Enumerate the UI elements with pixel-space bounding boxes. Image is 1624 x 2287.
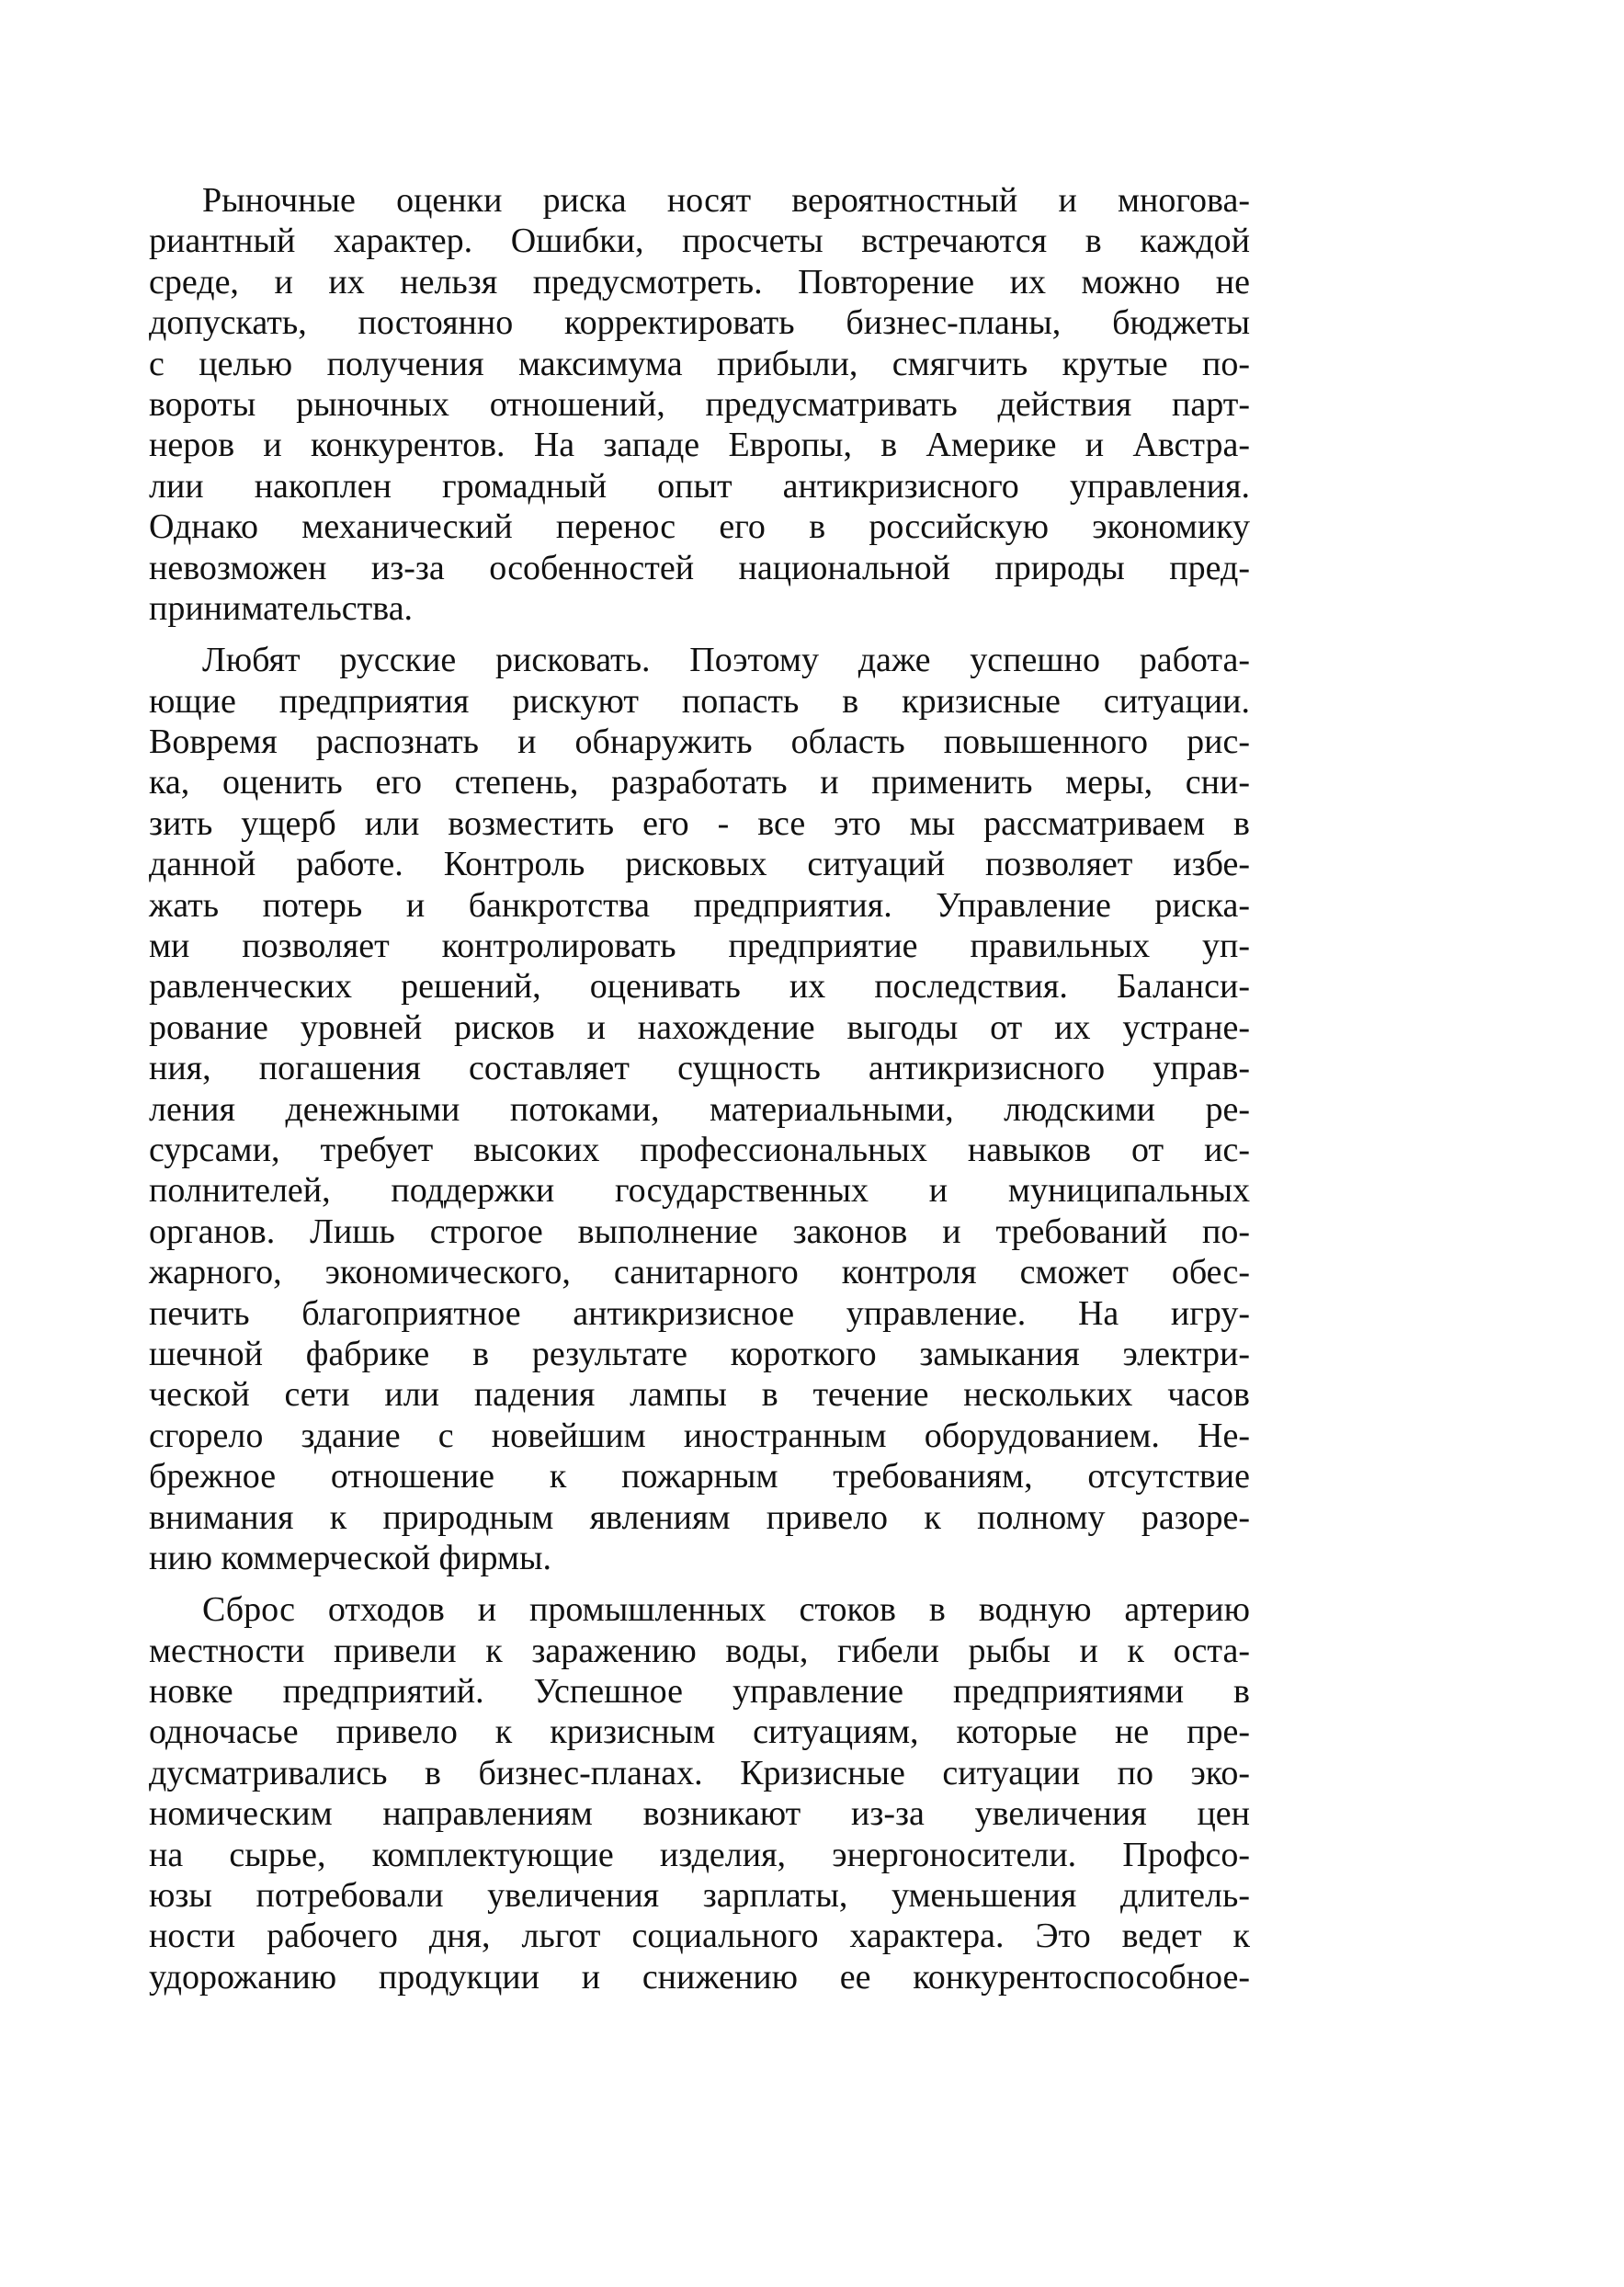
text-line: допускать, постоянно корректировать бизнес-планы, бюджеты [149, 303, 1250, 343]
text-line: лии накоплен громадный опыт антикризисного управления. [149, 466, 1250, 506]
paragraph [149, 180, 1250, 629]
text-line: равленческих решений, оценивать их последствия. Баланси- [149, 967, 1250, 1007]
paragraph [149, 640, 1250, 1578]
text-line: Сброс отходов и промышленных стоков в водную артерию [202, 1590, 1250, 1630]
text-line: органов. Лишь строгое выполнение законов и требований по- [149, 1212, 1250, 1251]
paragraph-gap [149, 629, 1250, 640]
text-line: ка, оценить его степень, разработать и применить меры, сни- [149, 763, 1250, 802]
text-line: ния, погашения составляет сущность антикризисного управ- [149, 1049, 1250, 1088]
text-line: Однако механический перенос его в российскую экономику [149, 507, 1250, 547]
text-line: полнителей, поддержки государственных и муниципальных [149, 1171, 1250, 1211]
text-line: ческой сети или падения лампы в течение нескольких часов [149, 1375, 1250, 1415]
text-line: жать потерь и банкротства предприятия. Управление риска- [149, 885, 1250, 925]
paragraph [149, 1589, 1250, 1997]
text-line: на сырье, комплектующие изделия, энергоносители. Профсо- [149, 1835, 1250, 1874]
text-line: ности рабочего дня, льгот социального характера. Это ведет к [149, 1917, 1250, 1956]
text-line: рование уровней рисков и нахождение выгоды от их устране- [149, 1007, 1250, 1047]
text-line: Вовремя распознать и обнаружить область повышенного рис- [149, 723, 1250, 762]
text-line: принимательства. [149, 588, 414, 628]
text-line: нию коммерческой фирмы. [149, 1538, 552, 1577]
text-line: брежное отношение к пожарным требованиям, отсутствие [149, 1457, 1250, 1496]
text-line: жарного, экономического, санитарного контроля сможет обес- [149, 1253, 1250, 1292]
text-line: номическим направлениям возникают из-за увеличения цен [149, 1794, 1250, 1834]
text-line: удорожанию продукции и снижению ее конкурентоспособное- [149, 1957, 1250, 1997]
text-line: ющие предприятия рискуют попасть в кризисные ситуации. [149, 681, 1250, 721]
text-line: сгорело здание с новейшим иностранным оборудованием. Не- [149, 1416, 1250, 1455]
text-line: внимания к природным явлениям привело к полному разоре- [149, 1497, 1250, 1537]
text-line: одночасье привело к кризисным ситуациям, которые не пре- [149, 1712, 1250, 1752]
text-line: Рыночные оценки риска носят вероятностный и многова- [202, 181, 1250, 220]
text-line: шечной фабрике в результате короткого замыкания электри- [149, 1334, 1250, 1373]
text-line: ления денежными потоками, материальными, людскими ре- [149, 1089, 1250, 1129]
text-line: сурсами, требует высоких профессиональных навыков от ис- [149, 1130, 1250, 1169]
text-line: зить ущерб или возместить его - все это мы рассматриваем в [149, 803, 1250, 843]
text-line: среде, и их нельзя предусмотреть. Повторение их можно не [149, 262, 1250, 302]
text-line: с целью получения максимума прибыли, смягчить крутые по- [149, 344, 1250, 383]
body-text [149, 180, 1250, 1997]
paragraph-gap [149, 1578, 1250, 1589]
text-line: ми позволяет контролировать предприятие правильных уп- [149, 927, 1250, 966]
text-line: печить благоприятное антикризисное управление. На игру- [149, 1293, 1250, 1333]
text-line: риантный характер. Ошибки, просчеты встречаются в каждой [149, 222, 1250, 261]
text-line: данной работе. Контроль рисковых ситуаций позволяет избе- [149, 845, 1250, 884]
text-line: новке предприятий. Успешное управление предприятиями в [149, 1672, 1250, 1712]
text-line: вороты рыночных отношений, предусматривать действия парт- [149, 384, 1250, 424]
text-line: невозможен из-за особенностей национальной природы пред- [149, 548, 1250, 587]
text-line: местности привели к заражению воды, гибели рыбы и к оста- [149, 1631, 1250, 1670]
text-line: неров и конкурентов. На западе Европы, в Америке и Австра- [149, 426, 1250, 465]
text-line: юзы потребовали увеличения зарплаты, уменьшения длитель- [149, 1876, 1250, 1916]
text-line: Любят русские рисковать. Поэтому даже успешно работа- [202, 641, 1250, 680]
text-line: дусматривались в бизнес-планах. Кризисные ситуации по эко- [149, 1753, 1250, 1792]
